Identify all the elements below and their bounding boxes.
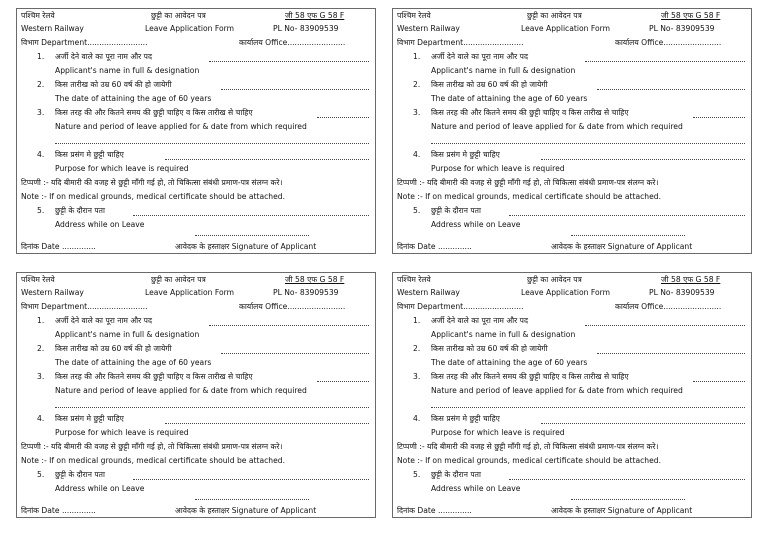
item-2-hindi: किस तारीख को उम्र 60 वर्ष की हो जायेगी	[55, 80, 172, 89]
item-4-number: 4.	[37, 150, 45, 159]
item-5-fill-line	[133, 479, 369, 480]
item-4-number: 4.	[37, 414, 45, 423]
item-1-number: 1.	[413, 316, 421, 325]
item-5-hindi: छुट्टी के दौरान पता	[55, 470, 105, 479]
item-3-blank-line	[431, 143, 745, 144]
item-2-english: The date of attaining the age of 60 years	[55, 358, 212, 367]
item-3-english: Nature and period of leave applied for & date from which required	[55, 386, 307, 395]
item-4-hindi: किस प्रसंग मे छुट्टी चाहिए	[55, 150, 124, 159]
item-3-blank-line	[55, 407, 369, 408]
pl-number: PL No- 83909539	[273, 288, 339, 297]
item-2-english: The date of attaining the age of 60 years	[431, 94, 588, 103]
department-field: विभाग Department.........................	[21, 302, 148, 311]
item-5-number: 5.	[37, 206, 45, 215]
item-2-english: The date of attaining the age of 60 years	[431, 358, 588, 367]
item-5-number: 5.	[413, 470, 421, 479]
item-1-hindi: अर्जी देने वाले का पूरा नाम और पद	[55, 52, 153, 61]
form-title-hindi: छुट्टी का आवेदन पत्र	[151, 11, 206, 20]
item-3-number: 3.	[37, 372, 45, 381]
date-field: दिनांक Date ..............	[397, 506, 472, 515]
item-3-number: 3.	[37, 108, 45, 117]
item-5-english: Address while on Leave	[55, 220, 145, 229]
item-3-hindi: किस तरह की और कितने समय की छुट्टी चाहिए व किस तारीख से चाहिए	[55, 108, 253, 117]
item-2-hindi: किस तारीख को उम्र 60 वर्ष की हो जायेगी	[55, 344, 172, 353]
applicant-signature: आवेदक के हस्ताक्षर Signature of Applicant	[175, 506, 317, 515]
item-2-number: 2.	[413, 80, 421, 89]
form-title-hindi: छुट्टी का आवेदन पत्र	[151, 275, 206, 284]
item-1-english: Applicant's name in full & designation	[55, 330, 200, 339]
item-3-number: 3.	[413, 108, 421, 117]
item-3-english: Nature and period of leave applied for & date from which required	[431, 122, 683, 131]
item-1-fill-line	[585, 325, 745, 326]
form-title-hindi: छुट्टी का आवेदन पत्र	[527, 11, 582, 20]
form-title-english: Leave Application Form	[521, 288, 610, 297]
item-3-hindi: किस तरह की और कितने समय की छुट्टी चाहिए व किस तारीख से चाहिए	[55, 372, 253, 381]
item-4-english: Purpose for which leave is required	[55, 164, 189, 173]
note-english: Note :- If on medical grounds, medical certificate should be attached.	[397, 192, 662, 201]
signature-line	[571, 499, 685, 500]
item-1-number: 1.	[37, 52, 45, 61]
item-1-hindi: अर्जी देने वाले का पूरा नाम और पद	[431, 316, 529, 325]
office-field: कार्यालय Office........................	[239, 38, 346, 47]
item-4-fill-line	[541, 159, 745, 160]
item-5-hindi: छुट्टी के दौरान पता	[431, 206, 481, 215]
railway-hindi: पश्चिम रेलवे	[21, 275, 55, 284]
item-4-hindi: किस प्रसंग मे छुट्टी चाहिए	[431, 150, 500, 159]
form-title-hindi: छुट्टी का आवेदन पत्र	[527, 275, 582, 284]
item-2-fill-line	[597, 353, 745, 354]
note-hindi: टिप्पणी :- यदि बीमारी की वजह से छुट्टी माँगी गई हो, तो चिकित्सा संबंधी प्रमाण-पत्र संलग्न करे।	[397, 442, 659, 451]
pl-number: PL No- 83909539	[273, 24, 339, 33]
form-title-english: Leave Application Form	[145, 288, 234, 297]
date-field: दिनांक Date ..............	[397, 242, 472, 251]
form-code: जी 58 एफ G 58 F	[285, 275, 345, 284]
leave-application-form-2	[392, 8, 752, 254]
item-5-hindi: छुट्टी के दौरान पता	[55, 206, 105, 215]
item-4-english: Purpose for which leave is required	[431, 164, 565, 173]
pl-number: PL No- 83909539	[649, 24, 715, 33]
item-4-fill-line	[541, 423, 745, 424]
item-3-fill-line	[693, 381, 745, 382]
item-3-blank-line	[431, 407, 745, 408]
item-4-hindi: किस प्रसंग मे छुट्टी चाहिए	[55, 414, 124, 423]
item-4-number: 4.	[413, 150, 421, 159]
item-5-fill-line	[133, 215, 369, 216]
item-4-number: 4.	[413, 414, 421, 423]
item-2-number: 2.	[413, 344, 421, 353]
note-hindi: टिप्पणी :- यदि बीमारी की वजह से छुट्टी माँगी गई हो, तो चिकित्सा संबंधी प्रमाण-पत्र संलग्न करे।	[21, 442, 283, 451]
item-4-fill-line	[165, 159, 369, 160]
signature-line	[195, 235, 309, 236]
item-4-hindi: किस प्रसंग मे छुट्टी चाहिए	[431, 414, 500, 423]
item-5-hindi: छुट्टी के दौरान पता	[431, 470, 481, 479]
item-4-english: Purpose for which leave is required	[431, 428, 565, 437]
department-field: विभाग Department.........................	[397, 302, 524, 311]
railway-hindi: पश्चिम रेलवे	[21, 11, 55, 20]
leave-application-form-1	[16, 8, 376, 254]
item-3-fill-line	[693, 117, 745, 118]
office-field: कार्यालय Office........................	[239, 302, 346, 311]
department-field: विभाग Department.........................	[397, 38, 524, 47]
item-3-number: 3.	[413, 372, 421, 381]
form-code: जी 58 एफ G 58 F	[661, 11, 721, 20]
office-field: कार्यालय Office........................	[615, 38, 722, 47]
note-english: Note :- If on medical grounds, medical certificate should be attached.	[21, 192, 286, 201]
railway-english: Western Railway	[21, 24, 84, 33]
item-5-fill-line	[509, 215, 745, 216]
item-2-number: 2.	[37, 80, 45, 89]
leave-application-form-3	[16, 272, 376, 518]
item-3-fill-line	[317, 117, 369, 118]
signature-line	[571, 235, 685, 236]
date-field: दिनांक Date ..............	[21, 506, 96, 515]
note-hindi: टिप्पणी :- यदि बीमारी की वजह से छुट्टी माँगी गई हो, तो चिकित्सा संबंधी प्रमाण-पत्र संलग्न करे।	[21, 178, 283, 187]
item-5-english: Address while on Leave	[55, 484, 145, 493]
item-3-hindi: किस तरह की और कितने समय की छुट्टी चाहिए व किस तारीख से चाहिए	[431, 372, 629, 381]
item-3-hindi: किस तरह की और कितने समय की छुट्टी चाहिए व किस तारीख से चाहिए	[431, 108, 629, 117]
item-1-english: Applicant's name in full & designation	[55, 66, 200, 75]
item-1-fill-line	[209, 61, 369, 62]
item-2-fill-line	[221, 353, 369, 354]
item-3-fill-line	[317, 381, 369, 382]
railway-english: Western Railway	[21, 288, 84, 297]
item-2-fill-line	[597, 89, 745, 90]
item-1-number: 1.	[37, 316, 45, 325]
form-code: जी 58 एफ G 58 F	[285, 11, 345, 20]
item-3-blank-line	[55, 143, 369, 144]
item-2-english: The date of attaining the age of 60 years	[55, 94, 212, 103]
item-1-english: Applicant's name in full & designation	[431, 330, 576, 339]
note-english: Note :- If on medical grounds, medical certificate should be attached.	[21, 456, 286, 465]
form-title-english: Leave Application Form	[145, 24, 234, 33]
item-4-fill-line	[165, 423, 369, 424]
item-5-fill-line	[509, 479, 745, 480]
item-1-fill-line	[585, 61, 745, 62]
item-4-english: Purpose for which leave is required	[55, 428, 189, 437]
applicant-signature: आवेदक के हस्ताक्षर Signature of Applicant	[175, 242, 317, 251]
item-1-fill-line	[209, 325, 369, 326]
item-5-number: 5.	[37, 470, 45, 479]
applicant-signature: आवेदक के हस्ताक्षर Signature of Applicant	[551, 242, 693, 251]
item-1-number: 1.	[413, 52, 421, 61]
department-field: विभाग Department.........................	[21, 38, 148, 47]
leave-application-form-4	[392, 272, 752, 518]
pl-number: PL No- 83909539	[649, 288, 715, 297]
item-2-number: 2.	[37, 344, 45, 353]
note-hindi: टिप्पणी :- यदि बीमारी की वजह से छुट्टी माँगी गई हो, तो चिकित्सा संबंधी प्रमाण-पत्र संलग्न करे।	[397, 178, 659, 187]
note-english: Note :- If on medical grounds, medical certificate should be attached.	[397, 456, 662, 465]
office-field: कार्यालय Office........................	[615, 302, 722, 311]
item-2-hindi: किस तारीख को उम्र 60 वर्ष की हो जायेगी	[431, 80, 548, 89]
date-field: दिनांक Date ..............	[21, 242, 96, 251]
item-5-english: Address while on Leave	[431, 484, 521, 493]
item-3-english: Nature and period of leave applied for & date from which required	[431, 386, 683, 395]
item-3-english: Nature and period of leave applied for & date from which required	[55, 122, 307, 131]
applicant-signature: आवेदक के हस्ताक्षर Signature of Applicant	[551, 506, 693, 515]
form-title-english: Leave Application Form	[521, 24, 610, 33]
item-1-english: Applicant's name in full & designation	[431, 66, 576, 75]
form-code: जी 58 एफ G 58 F	[661, 275, 721, 284]
item-5-english: Address while on Leave	[431, 220, 521, 229]
signature-line	[195, 499, 309, 500]
railway-hindi: पश्चिम रेलवे	[397, 275, 431, 284]
item-2-hindi: किस तारीख को उम्र 60 वर्ष की हो जायेगी	[431, 344, 548, 353]
railway-english: Western Railway	[397, 24, 460, 33]
item-1-hindi: अर्जी देने वाले का पूरा नाम और पद	[55, 316, 153, 325]
railway-hindi: पश्चिम रेलवे	[397, 11, 431, 20]
item-5-number: 5.	[413, 206, 421, 215]
railway-english: Western Railway	[397, 288, 460, 297]
item-1-hindi: अर्जी देने वाले का पूरा नाम और पद	[431, 52, 529, 61]
item-2-fill-line	[221, 89, 369, 90]
